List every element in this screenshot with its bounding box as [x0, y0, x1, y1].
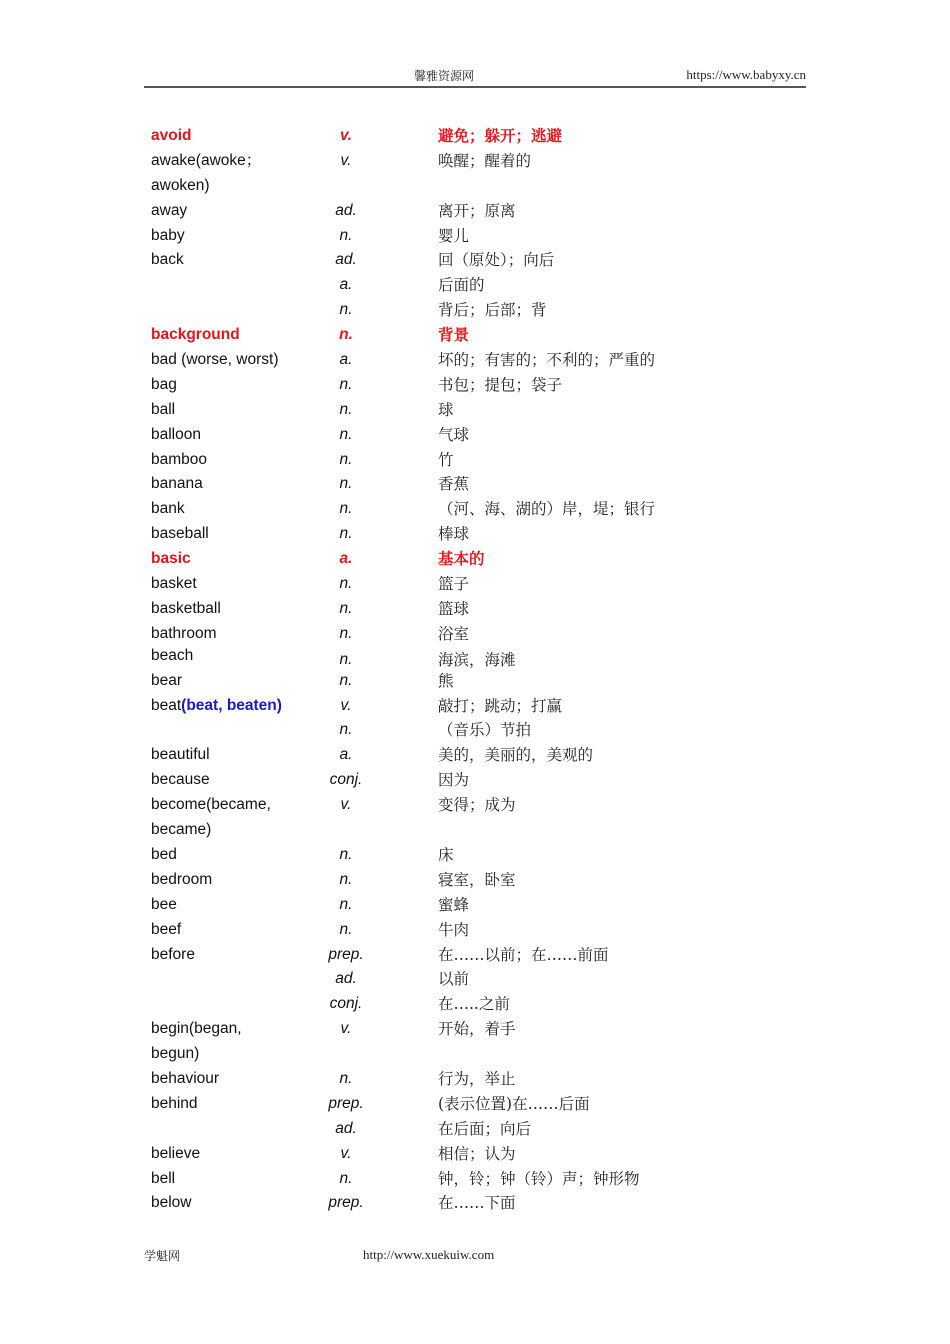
vocab-word-forms: (beat, beaten) — [181, 696, 282, 714]
vocab-word — [151, 1017, 242, 1042]
vocab-row — [151, 149, 751, 174]
vocab-definition: 后面的 — [438, 276, 485, 295]
vocab-row — [151, 398, 751, 423]
vocab-row — [151, 1142, 751, 1167]
footer-site-name: 学魁网 — [144, 1249, 181, 1263]
vocab-word-text: bear — [151, 671, 183, 689]
footer-url: http://www.xuekuiw.com — [363, 1247, 495, 1262]
vocab-part-of-speech: ad. — [335, 1119, 357, 1137]
vocab-definition: 离开；原离 — [438, 201, 516, 220]
vocab-definition: 相信；认为 — [438, 1144, 516, 1163]
vocab-part-of-speech: n. — [339, 671, 353, 689]
vocab-row — [151, 1167, 751, 1192]
vocab-word — [151, 1067, 219, 1092]
vocab-word — [151, 149, 261, 174]
vocab-row — [151, 768, 751, 793]
vocab-part-of-speech: ad. — [335, 251, 357, 269]
vocab-word — [151, 1167, 175, 1192]
vocab-definition: 海滨，海滩 — [438, 650, 516, 669]
vocab-row — [151, 843, 751, 868]
vocab-definition: 蜜蜂 — [438, 895, 470, 914]
vocab-word-text: beat — [151, 696, 182, 714]
vocab-word — [151, 843, 177, 868]
vocab-word-text: avoid — [151, 127, 192, 144]
header-url: https://www.babyxy.cn — [686, 67, 806, 82]
vocab-part-of-speech: prep. — [328, 1094, 364, 1112]
vocab-row — [151, 448, 751, 473]
vocab-word — [151, 248, 184, 273]
vocab-row — [151, 793, 751, 818]
vocab-word-text: beautiful — [151, 746, 210, 764]
vocab-part-of-speech: n. — [339, 920, 353, 938]
vocab-definition: 寝室，卧室 — [438, 870, 516, 889]
vocab-word — [151, 572, 197, 597]
vocab-row — [151, 348, 751, 373]
vocab-word — [151, 868, 212, 893]
vocab-part-of-speech: n. — [339, 500, 353, 518]
vocab-word-text: bee — [151, 895, 177, 913]
vocab-part-of-speech: n. — [339, 450, 353, 468]
header-site-name: 馨雅资源网 — [414, 69, 475, 83]
vocab-row — [151, 1067, 751, 1092]
vocab-row — [151, 943, 751, 968]
vocab-row — [151, 1042, 751, 1067]
vocab-part-of-speech: a. — [339, 746, 353, 764]
vocab-definition: 篮子 — [438, 575, 470, 594]
vocab-part-of-speech: ad. — [335, 201, 357, 219]
vocab-word — [151, 893, 177, 918]
vocab-part-of-speech: v. — [340, 1144, 352, 1162]
vocab-word-text: awoken) — [151, 176, 210, 194]
vocab-definition: 牛肉 — [438, 920, 470, 939]
vocab-row — [151, 694, 751, 719]
page-header — [144, 64, 806, 88]
vocab-part-of-speech: n. — [339, 301, 353, 319]
vocab-word-text: believe — [151, 1144, 201, 1162]
vocab-word-text: bedroom — [151, 870, 213, 888]
vocab-definition: 因为 — [438, 771, 470, 790]
vocab-word-text: back — [151, 251, 184, 269]
vocab-part-of-speech: n. — [339, 226, 353, 244]
vocab-part-of-speech: conj. — [329, 771, 363, 789]
vocab-row — [151, 992, 751, 1017]
vocab-definition: 浴室 — [438, 624, 470, 643]
vocab-word-text: background — [151, 326, 240, 344]
vocab-word — [151, 918, 181, 943]
vocab-definition: 熊 — [438, 671, 454, 690]
vocab-definition: 在后面；向后 — [438, 1119, 532, 1138]
vocab-word-text: bag — [151, 375, 177, 393]
vocab-row — [151, 893, 751, 918]
vocab-part-of-speech: n. — [339, 475, 353, 493]
vocab-part-of-speech: conj. — [329, 995, 363, 1013]
vocab-definition: 唤醒；醒着的 — [438, 151, 532, 170]
vocab-word-text: away — [151, 201, 188, 219]
vocab-word — [151, 1191, 192, 1216]
vocab-row — [151, 273, 751, 298]
vocab-word — [151, 547, 191, 572]
vocab-part-of-speech: v. — [340, 696, 352, 714]
vocab-word — [151, 448, 207, 473]
vocab-row — [151, 669, 751, 694]
vocab-part-of-speech: n. — [339, 721, 353, 739]
vocab-word — [151, 1092, 198, 1117]
vocab-row — [151, 743, 751, 768]
vocab-part-of-speech: a. — [339, 276, 353, 294]
vocab-word — [151, 1042, 199, 1067]
vocab-word-text: awake(awoke； — [151, 151, 262, 169]
vocab-word-text: basketball — [151, 599, 221, 617]
vocab-row — [151, 572, 751, 597]
vocab-definition: 背景 — [438, 326, 470, 345]
vocab-word-text: basket — [151, 575, 197, 593]
vocab-row — [151, 1117, 751, 1142]
vocab-definition: 回（原处）；向后 — [438, 251, 555, 270]
vocab-definition: 在……以前；在……前面 — [438, 945, 609, 964]
vocab-part-of-speech: a. — [339, 550, 353, 568]
vocab-definition: 书包；提包；袋子 — [438, 375, 563, 394]
vocab-row — [151, 967, 751, 992]
vocab-word — [151, 1142, 200, 1167]
vocab-definition: （音乐）节拍 — [438, 721, 532, 740]
vocab-row — [151, 224, 751, 249]
vocab-word — [151, 472, 203, 497]
vocab-definition: （河、海、湖的）岸，堤；银行 — [438, 500, 656, 519]
vocab-word-text: behind — [151, 1094, 198, 1112]
vocab-row — [151, 918, 751, 943]
vocab-definition: 竹 — [438, 450, 454, 469]
vocab-part-of-speech: n. — [339, 895, 353, 913]
vocab-definition: 坏的；有害的；不利的；严重的 — [438, 351, 656, 370]
vocab-word-text: bad (worse, worst) — [151, 351, 279, 369]
vocab-part-of-speech: n. — [339, 1169, 353, 1187]
vocab-row — [151, 373, 751, 398]
vocab-part-of-speech: v. — [339, 127, 353, 144]
vocab-definition: 婴儿 — [438, 226, 470, 245]
vocab-word — [151, 398, 175, 423]
vocab-word — [151, 522, 209, 547]
vocab-word-text: balloon — [151, 425, 201, 443]
vocab-word — [151, 943, 195, 968]
vocab-row — [151, 718, 751, 743]
vocab-part-of-speech: v. — [340, 151, 352, 169]
vocab-word-text: bamboo — [151, 450, 208, 468]
vocab-part-of-speech: v. — [340, 1020, 352, 1038]
vocab-part-of-speech: n. — [339, 650, 353, 668]
vocab-row — [151, 644, 751, 669]
vocab-definition: 以前 — [438, 970, 470, 989]
vocabulary-list — [151, 124, 751, 1216]
vocab-word — [151, 348, 278, 373]
vocab-definition: 钟，铃；钟（铃）声；钟形物 — [438, 1169, 640, 1188]
vocab-word-text: below — [151, 1194, 192, 1212]
vocab-part-of-speech: prep. — [328, 1194, 364, 1212]
vocab-definition: 背后；后部；背 — [438, 301, 547, 320]
vocab-definition: 篮球 — [438, 599, 470, 618]
vocab-word-text: because — [151, 771, 210, 789]
vocab-word-text: begin(began, — [151, 1020, 242, 1038]
vocab-word — [151, 373, 177, 398]
vocab-word — [151, 224, 185, 249]
vocab-part-of-speech: n. — [339, 400, 353, 418]
page-footer — [144, 1247, 806, 1267]
vocab-row — [151, 1191, 751, 1216]
vocab-row — [151, 248, 751, 273]
vocab-row — [151, 497, 751, 522]
vocab-definition: 变得；成为 — [438, 796, 516, 815]
vocab-row — [151, 547, 751, 572]
vocab-definition: 棒球 — [438, 525, 470, 544]
vocab-row — [151, 199, 751, 224]
vocab-part-of-speech: n. — [339, 326, 353, 344]
vocab-part-of-speech: a. — [339, 351, 353, 369]
vocab-word-text: baby — [151, 226, 185, 244]
vocab-word-text: bathroom — [151, 624, 217, 642]
vocab-definition: 气球 — [438, 425, 470, 444]
vocab-row — [151, 597, 751, 622]
vocab-part-of-speech: v. — [340, 796, 352, 814]
vocab-row — [151, 472, 751, 497]
vocab-word — [151, 669, 182, 694]
vocab-word-text: before — [151, 945, 195, 963]
vocab-definition: 香蕉 — [438, 475, 470, 494]
vocab-definition: 美的，美丽的，美观的 — [438, 746, 594, 765]
vocab-word — [151, 768, 210, 793]
vocab-word-text: baseball — [151, 525, 209, 543]
vocab-word-text: beef — [151, 920, 182, 938]
vocab-word — [151, 174, 210, 199]
vocab-definition: 在……下面 — [438, 1194, 516, 1213]
vocab-part-of-speech: n. — [339, 870, 353, 888]
vocab-word — [151, 818, 211, 843]
vocab-word — [151, 743, 210, 768]
vocab-word — [151, 694, 282, 719]
vocab-definition: 球 — [438, 400, 454, 419]
vocab-part-of-speech: n. — [339, 375, 353, 393]
vocab-part-of-speech: n. — [339, 845, 353, 863]
vocab-word-text: become(became, — [151, 796, 271, 814]
vocab-row — [151, 124, 751, 149]
vocab-part-of-speech: n. — [339, 525, 353, 543]
vocab-definition: 床 — [438, 845, 454, 864]
vocab-part-of-speech: prep. — [328, 945, 364, 963]
vocab-row — [151, 174, 751, 199]
vocab-word — [151, 793, 271, 818]
vocab-definition: 在…..之前 — [438, 995, 510, 1014]
vocab-word — [151, 199, 187, 224]
vocab-definition: 行为，举止 — [438, 1069, 516, 1088]
vocab-word-text: begun) — [151, 1045, 200, 1063]
vocab-row — [151, 522, 751, 547]
vocab-row — [151, 1017, 751, 1042]
vocab-word-text: banana — [151, 475, 203, 493]
vocab-part-of-speech: n. — [339, 624, 353, 642]
vocab-part-of-speech: n. — [339, 1069, 353, 1087]
vocab-row — [151, 323, 751, 348]
vocab-word — [151, 597, 221, 622]
vocab-word — [151, 323, 240, 348]
vocab-part-of-speech: n. — [339, 575, 353, 593]
vocab-word-text: bell — [151, 1169, 176, 1187]
vocab-row — [151, 868, 751, 893]
vocab-word-text: bank — [151, 500, 185, 518]
vocab-word — [151, 124, 191, 149]
vocab-word-text: became) — [151, 821, 212, 839]
vocab-definition: 避免；躲开；逃避 — [438, 127, 563, 145]
vocab-row — [151, 1092, 751, 1117]
vocab-definition: (表示位置)在……后面 — [438, 1094, 590, 1113]
vocab-word — [151, 423, 201, 448]
vocab-row — [151, 423, 751, 448]
vocab-definition: 开始，着手 — [438, 1020, 516, 1039]
vocab-row — [151, 298, 751, 323]
vocab-word — [151, 644, 193, 669]
vocab-part-of-speech: ad. — [335, 970, 357, 988]
vocab-row — [151, 818, 751, 843]
vocab-part-of-speech: n. — [339, 425, 353, 443]
vocab-part-of-speech: n. — [339, 599, 353, 617]
vocab-word-text: beach — [151, 646, 194, 664]
vocab-row — [151, 622, 751, 644]
vocab-word-text: basic — [151, 550, 191, 568]
vocab-word-text: ball — [151, 400, 176, 418]
vocab-word-text: behaviour — [151, 1069, 220, 1087]
vocab-word-text: bed — [151, 845, 177, 863]
vocab-definition: 敲打；跳动；打赢 — [438, 696, 563, 715]
vocab-word — [151, 497, 185, 522]
vocab-definition: 基本的 — [438, 550, 485, 569]
